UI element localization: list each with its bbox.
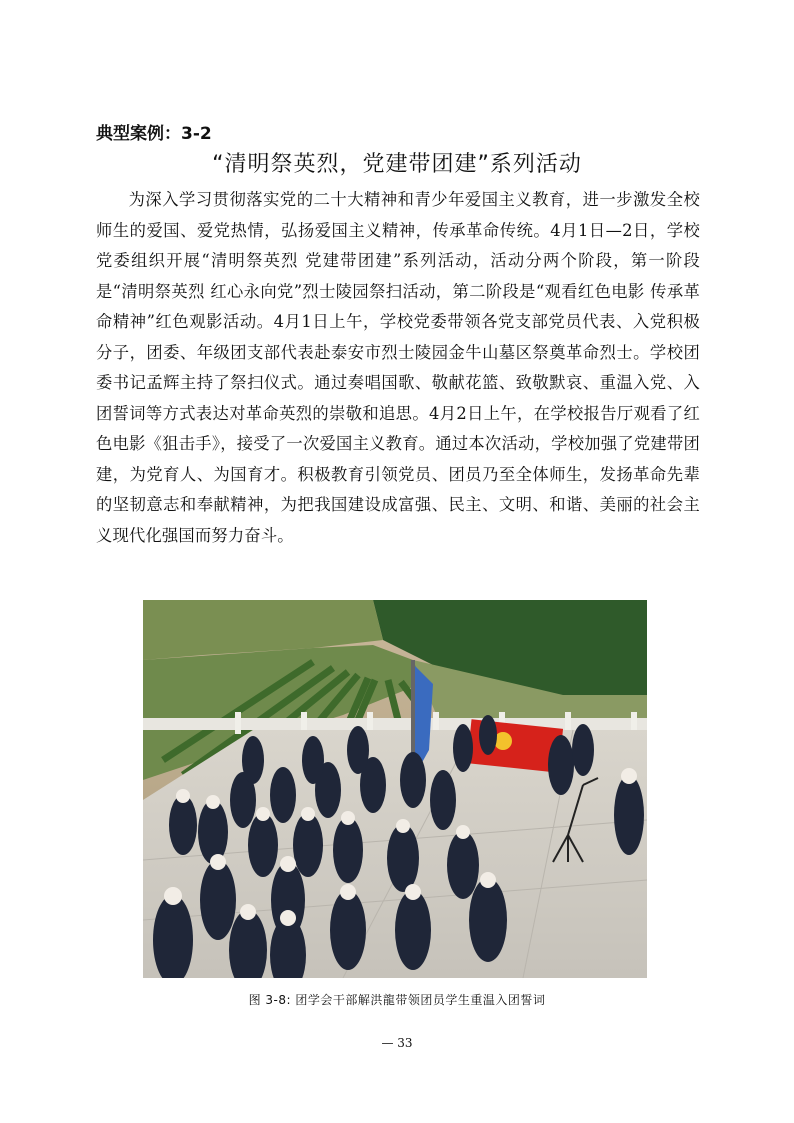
case-label: 典型案例：3-2 <box>96 124 212 144</box>
page-number: — 33 <box>381 1036 413 1050</box>
body-paragraph: 为深入学习贯彻落实党的二十大精神和青少年爱国主义教育，进一步激发全校师生的爱国、爱党热情，弘扬爱国主义精神，传承革命传统。4月1日—2日，学校党委组织开展“清明祭英烈 党建带团建”系列活动，活动分两个阶段，第一阶段是“清明祭英烈 红心永向党”烈士陵园祭扫活动，第二阶段是“观看红色电影 传承革命精神”红色观影活动。4月1日上午，学校党委带领各党支部党员代表、入党积极分子，团委、年级团支部代表赴泰安市烈士陵园金牛山墓区祭奠革命烈士。学校团委书记孟辉主持了祭扫仪式。通过奏唱国歌、敬献花篮、致敬默哀、重温入党、入团誓词等方式表达对革命英烈的崇敬和追思。4月2日上午，在学校报告厅观看了红色电影《狙击手》，接受了一次爱国主义教育。通过本次活动，学校加强了党建带团建，为党育人、为国育才。积极教育引领党员、团员乃至全体师生，发扬革命先辈的坚韧意志和奉献精神，为把我国建设成富强、民主、文明、和谐、美丽的社会主义现代化强国而努力奋斗。 <box>96 190 700 545</box>
body-text <box>96 185 700 551</box>
event-photo <box>143 600 647 978</box>
document-title: “清明祭英烈，党建带团建”系列活动 <box>212 152 582 177</box>
figure-caption: 图 3-8: 团学会干部解洪龍带领团员学生重温入团誓词 <box>248 993 546 1007</box>
